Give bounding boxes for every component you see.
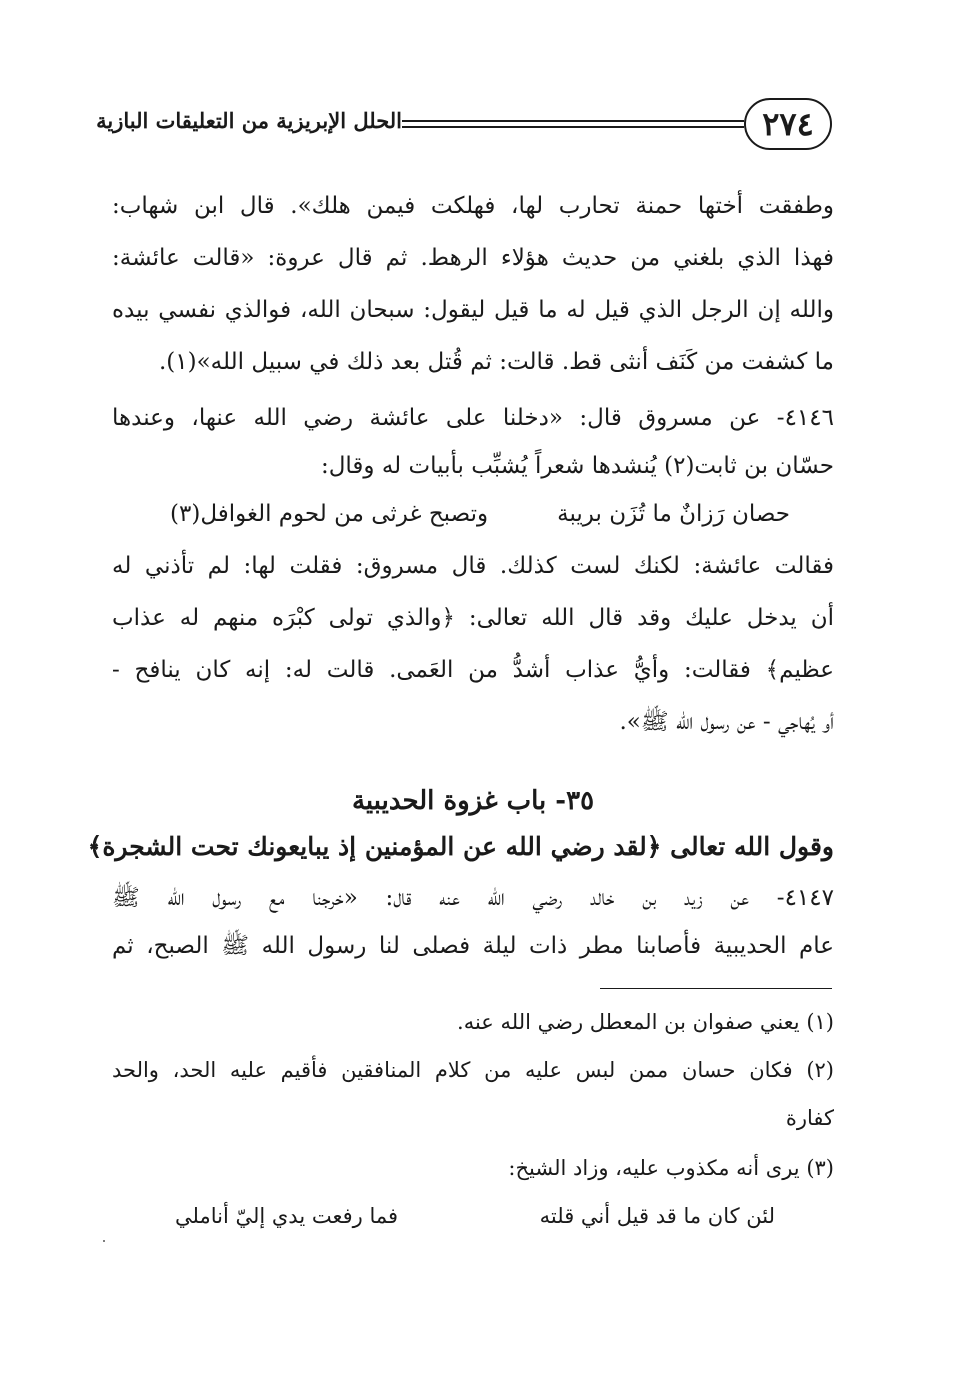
text-line: فقالت عائشة: لكنك لست كذلك. قال مسروق: فقلت لها: لم تأذني له [112,553,834,579]
poem-second-hemistich: وتصبح غرثى من لحوم الغوافل(٣) [170,501,489,527]
footnote-separator [600,988,832,989]
text-line: فهذا الذي بلغني من حديث هؤلاء الرهط. ثم قال عروة: «قالت عائشة: [112,245,834,271]
speck [103,1240,105,1242]
poem-first-hemistich: حصان رَزانٌ ما تُزَن بريبة [557,501,790,527]
footnote-verse-second-hemistich: فما رفعت يدي إليّ أناملي [175,1204,399,1228]
header-rule [402,126,744,128]
text-line: ٤١٤٧- عن زيد بن خالد رضي الله عنه قال: «خرجنا مع رسول الله ﷺ [112,885,834,911]
header-rule [402,120,744,122]
text-line: أن يدخل عليك وقد قال الله تعالى: ﴿والذي تولى كبْرَه منهم له عذاب [112,605,834,631]
text-line: وطفقت أختها حمنة تحارب لها، فهلكت فيمن هلك». قال ابن شهاب: [112,193,834,219]
footnote-1: (١) يعني صفوان بن المعطل رضي الله عنه. [457,1010,834,1034]
text-line: عام الحديبية فأصابنا مطر ذات ليلة فصلى لنا رسول الله ﷺ الصبح، ثم [112,933,834,959]
text-line: أو يُهاجي - عن رسول الله ﷺ». [619,709,834,735]
section-subheading: وقول الله تعالى ﴿لقد رضي الله عن المؤمنين إذ يبايعونك تحت الشجرة﴾ [87,832,834,861]
text-line: ما كشفت من كَنَف أنثى قط. قالت: ثم قُتل بعد ذلك في سبيل الله»(١). [158,349,834,375]
section-heading: ٣٥- باب غزوة الحديبية [351,786,595,816]
footnote-verse-first-hemistich: لئن كان ما قد قيل أني قلته [539,1204,775,1228]
text-line: والله إن الرجل الذي قيل له ما قيل ليقول: سبحان الله، فوالذي نفسي بيده [112,297,834,323]
text-line: عظيم﴾ فقالت: وأيُّ عذاب أشدُّ من العَمى. قالت له: إنه كان ينافح - [112,657,834,683]
running-title: الحلل الإبريزية من التعليقات البازية [96,108,402,133]
footnote-2: (٢) فكان حسان ممن لبس عليه من كلام المنافقين فأقيم عليه الحد، والحد [112,1058,834,1082]
footnote-2-continued: كفارة [785,1106,834,1130]
page-header [96,98,832,158]
text-line: حسّان بن ثابت(٢) يُنشدها شعراً يُشبِّب بأبيات له وقال: [320,453,834,479]
footnote-3: (٣) يرى أنه مكذوب عليه، وزاد الشيخ: [508,1156,834,1180]
page-number: ٢٧٤ [744,98,832,150]
text-line: ٤١٤٦- عن مسروق قال: «دخلنا على عائشة رضي الله عنها، وعندها [112,405,834,431]
